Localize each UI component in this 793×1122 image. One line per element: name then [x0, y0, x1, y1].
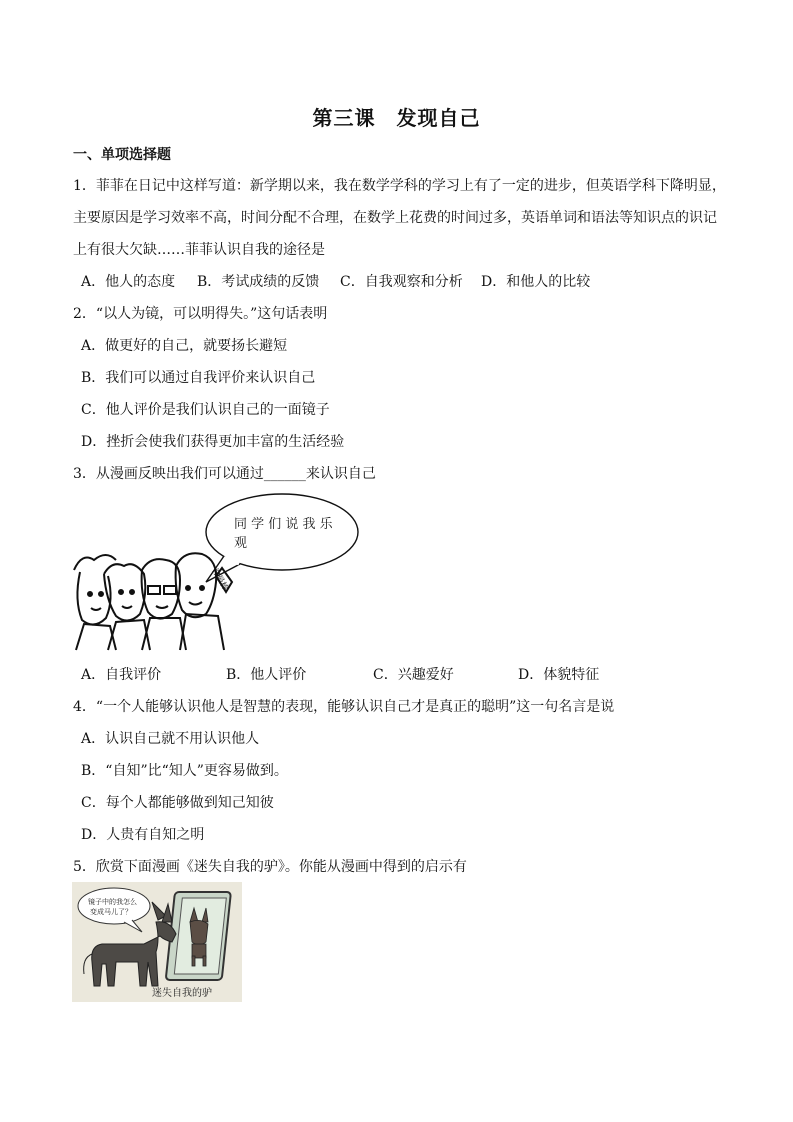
q4-option-c[interactable]: C．每个人都能够做到知己知彼	[81, 795, 274, 811]
q1-line-3: 上有很大欠缺……菲菲认识自我的途径是	[73, 242, 325, 258]
q3-option-c[interactable]: C．兴趣爱好	[373, 667, 454, 683]
bubble-text-1: 同 学 们 说 我 乐	[234, 517, 333, 532]
q3-option-a[interactable]: A．自我评价	[81, 667, 162, 683]
q3-option-b[interactable]: B．他人评价	[226, 667, 307, 683]
q5-stem: 5．欣赏下面漫画《迷失自我的驴》。你能从漫画中得到的启示有	[73, 859, 467, 875]
q3-cartoon-image	[72, 490, 362, 652]
q1-option-c[interactable]: C．自我观察和分析	[340, 274, 463, 290]
page-title: 第三课 发现自己	[312, 106, 481, 130]
q2-option-c[interactable]: C．他人评价是我们认识自己的一面镜子	[81, 402, 330, 418]
bubble-text-2: 观	[234, 536, 248, 551]
students-illustration	[74, 553, 232, 650]
q1-line-2: 主要原因是学习效率不高，时间分配不合理，在数学上花费的时间过多，英语单词和语法等知识点的识记	[73, 210, 717, 226]
section-heading: 一、单项选择题	[73, 147, 171, 163]
q1-option-d[interactable]: D．和他人的比较	[481, 274, 591, 290]
badge-text: 你最棒	[210, 566, 231, 592]
cartoon-caption: 迷失自我的驴	[152, 988, 212, 999]
cartoon-bubble-text-1: 镜子中的我怎么	[88, 898, 137, 906]
q2-option-d[interactable]: D．挫折会使我们获得更加丰富的生活经验	[81, 434, 345, 450]
q2-option-a[interactable]: A．做更好的自己，就要扬长避短	[81, 338, 288, 354]
q3-option-d[interactable]: D．体貌特征	[518, 667, 600, 683]
q4-option-d[interactable]: D．人贵有自知之明	[81, 827, 205, 843]
q5-donkey-cartoon-image	[72, 882, 242, 1002]
q1-option-b[interactable]: B．考试成绩的反馈	[197, 274, 320, 290]
q4-stem: 4．“一个人能够认识他人是智慧的表现，能够认识自己才是真正的聪明”这一句名言是说	[73, 699, 615, 715]
q1-line-1: 1．菲菲在日记中这样写道：新学期以来，我在数学学科的学习上有了一定的进步，但英语学科下降明显，	[73, 178, 726, 194]
q2-stem: 2．“以人为镜，可以明得失。”这句话表明	[73, 306, 328, 322]
q1-option-a[interactable]: A．他人的态度	[81, 274, 176, 290]
q3-stem: 3．从漫画反映出我们可以通过______来认识自己	[73, 466, 376, 482]
q4-option-a[interactable]: A．认识自己就不用认识他人	[81, 731, 260, 747]
q2-option-b[interactable]: B．我们可以通过自我评价来认识自己	[81, 370, 316, 386]
cartoon-bubble-text-2: 变成马儿了？	[90, 908, 132, 916]
q4-option-b[interactable]: B．“自知”比“知人”更容易做到。	[81, 763, 288, 779]
